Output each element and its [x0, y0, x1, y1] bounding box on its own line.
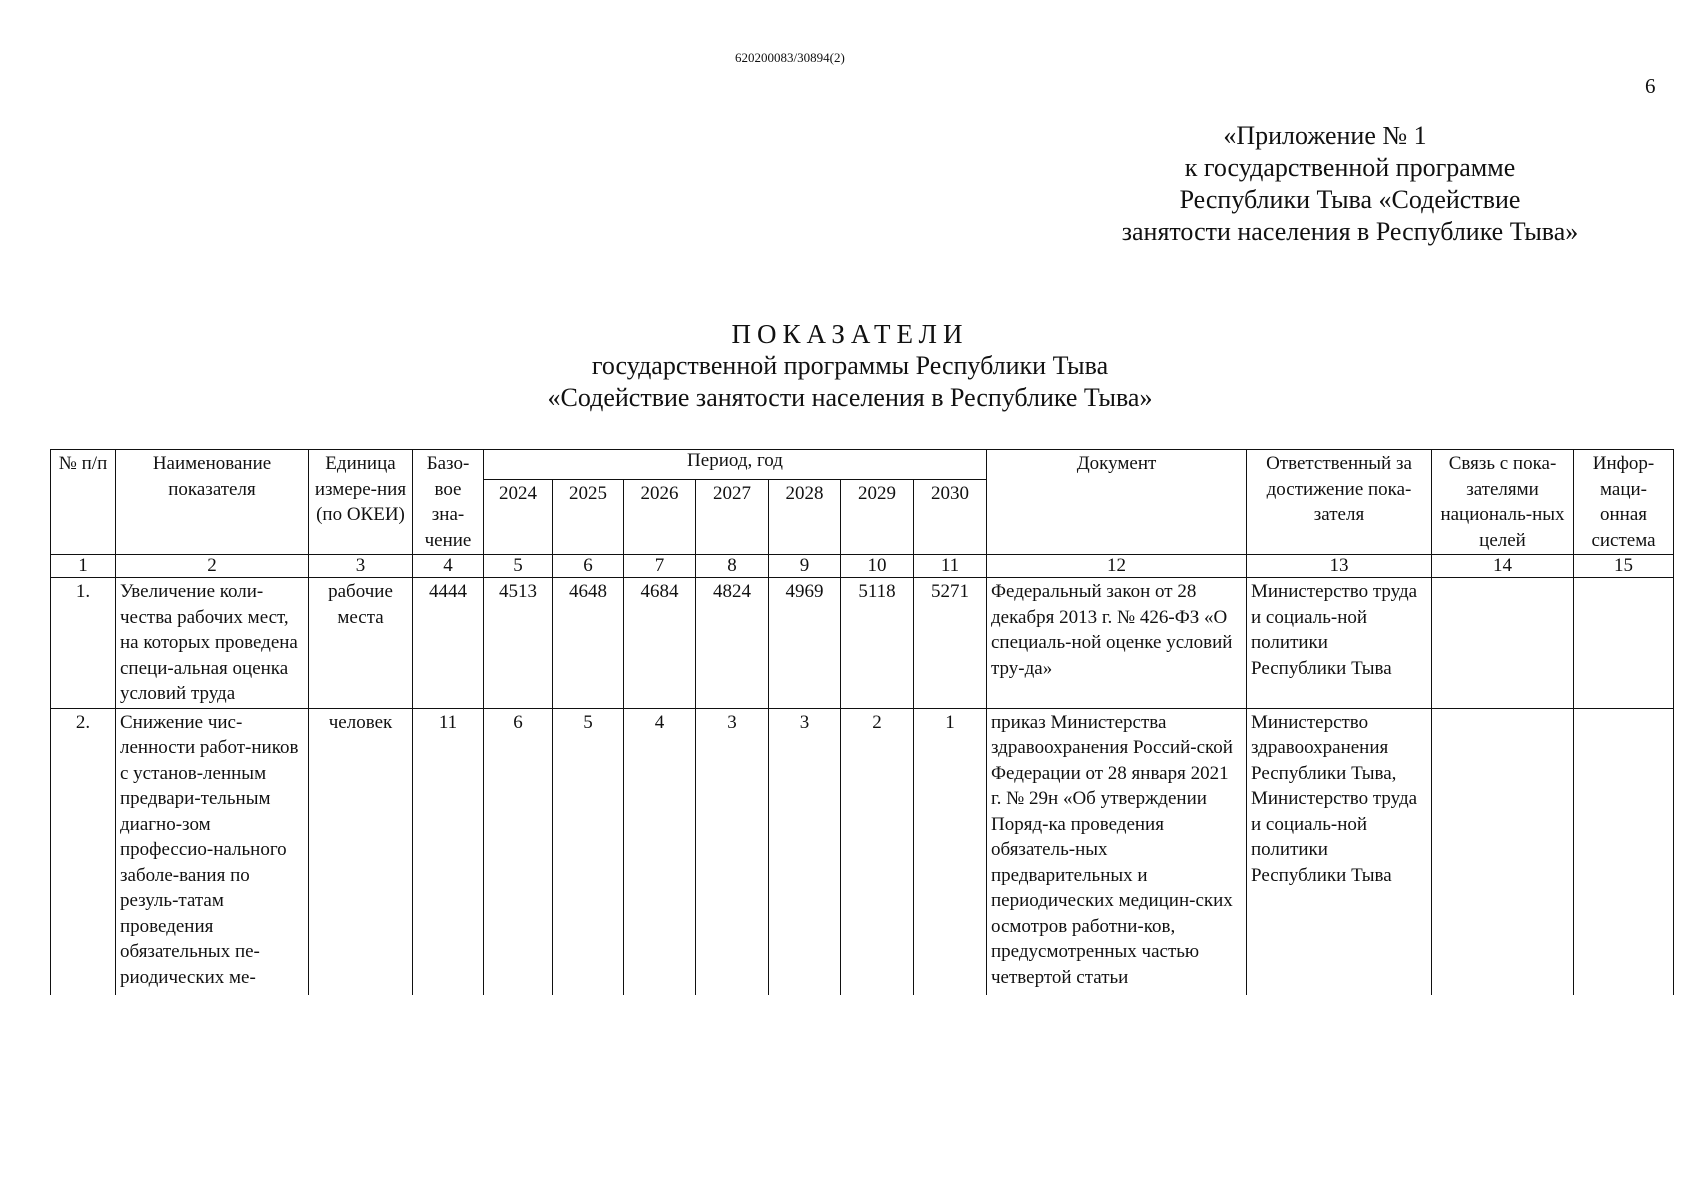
indicator-name: Снижение чис-ленности работ-ников с установ-ленным предвари-тельным диагно-зом профессио-нального заболе-вания по резуль-татам проведения обязательных пе-риодических ме- — [116, 708, 309, 995]
header-num: № п/п — [51, 450, 116, 555]
header-unit: Единица измере-ния (по ОКЕИ) — [309, 450, 413, 555]
year-value: 1 — [914, 708, 987, 995]
responsible-cell: Министерство труда и социаль-ной политики Республики Тыва — [1247, 578, 1432, 709]
base-value: 11 — [413, 708, 484, 995]
header-row — [51, 450, 1674, 480]
title-heading: ПОКАЗАТЕЛИ — [731, 319, 969, 349]
unit-cell: рабочие места — [309, 578, 413, 709]
base-value: 4444 — [413, 578, 484, 709]
year-value: 4684 — [624, 578, 696, 709]
year-value: 4513 — [484, 578, 553, 709]
document-cell: Федеральный закон от 28 декабря 2013 г. № 426-ФЗ «О специаль-ной оценке условий тру-да» — [987, 578, 1247, 709]
year-value: 3 — [696, 708, 769, 995]
appendix-line: «Приложение № 1 — [1223, 121, 1427, 150]
column-numbers-row — [51, 555, 1674, 578]
header-name: Наименование показателя — [116, 450, 309, 555]
responsible-cell: Министерство здравоохранения Республики Тыва, Министерство труда и социаль-ной политики Республики Тыва — [1247, 708, 1432, 995]
column-number: 9 — [769, 555, 841, 578]
appendix-line: занятости населения в Республике Тыва» — [1121, 217, 1579, 246]
info-system-cell — [1574, 708, 1674, 995]
appendix-reference — [1095, 120, 1695, 248]
column-number: 4 — [413, 555, 484, 578]
national-goals-cell — [1432, 578, 1574, 709]
row-num: 2. — [51, 708, 116, 995]
header-year: 2029 — [841, 480, 914, 555]
year-value: 4824 — [696, 578, 769, 709]
page-number: 6 — [1645, 74, 1656, 98]
column-number: 5 — [484, 555, 553, 578]
header-year: 2025 — [553, 480, 624, 555]
document-code: 620200083/30894(2) — [735, 50, 845, 65]
column-number: 6 — [553, 555, 624, 578]
year-value: 3 — [769, 708, 841, 995]
year-value: 4 — [624, 708, 696, 995]
year-value: 5271 — [914, 578, 987, 709]
national-goals-cell — [1432, 708, 1574, 995]
header-year: 2024 — [484, 480, 553, 555]
header-period: Период, год — [484, 450, 987, 480]
year-value: 5 — [553, 708, 624, 995]
title-line: государственной программы Республики Тыва — [591, 351, 1109, 380]
table-row — [51, 708, 1674, 995]
column-number: 15 — [1574, 555, 1674, 578]
year-value: 4969 — [769, 578, 841, 709]
header-year: 2030 — [914, 480, 987, 555]
header-document: Документ — [987, 450, 1247, 555]
column-number: 12 — [987, 555, 1247, 578]
year-value: 5118 — [841, 578, 914, 709]
column-number: 10 — [841, 555, 914, 578]
column-number: 8 — [696, 555, 769, 578]
header-responsible: Ответственный за достижение пока-зателя — [1247, 450, 1432, 555]
table-row — [51, 578, 1674, 709]
document-cell: приказ Министерства здравоохранения Россий-ской Федерации от 28 января 2021 г. № 29н «Об утверждении Поряд-ка проведения обязатель-ных предварительных и периодических медицин-ских осмотров работни-ков, предусмотренных частью четвертой статьи — [987, 708, 1247, 995]
header-national-goals: Связь с пока-зателями националь-ных целей — [1432, 450, 1574, 555]
column-number: 1 — [51, 555, 116, 578]
column-number: 11 — [914, 555, 987, 578]
column-number: 7 — [624, 555, 696, 578]
unit-cell: человек — [309, 708, 413, 995]
header-year: 2026 — [624, 480, 696, 555]
page-title — [350, 318, 1350, 414]
appendix-line: Республики Тыва «Содействие — [1179, 185, 1521, 214]
appendix-line: к государственной программе — [1184, 153, 1516, 182]
row-num: 1. — [51, 578, 116, 709]
header-year: 2028 — [769, 480, 841, 555]
indicators-table — [50, 449, 1674, 995]
header-year: 2027 — [696, 480, 769, 555]
year-value: 2 — [841, 708, 914, 995]
indicator-name: Увеличение коли-чества рабочих мест, на которых проведена специ-альная оценка условий труда — [116, 578, 309, 709]
column-number: 13 — [1247, 555, 1432, 578]
column-number: 14 — [1432, 555, 1574, 578]
year-value: 4648 — [553, 578, 624, 709]
column-number: 2 — [116, 555, 309, 578]
column-number: 3 — [309, 555, 413, 578]
info-system-cell — [1574, 578, 1674, 709]
year-value: 6 — [484, 708, 553, 995]
header-info-system: Инфор-маци-онная система — [1574, 450, 1674, 555]
header-base: Базо-вое зна-чение — [413, 450, 484, 555]
title-line: «Содействие занятости населения в Республике Тыва» — [547, 383, 1153, 412]
